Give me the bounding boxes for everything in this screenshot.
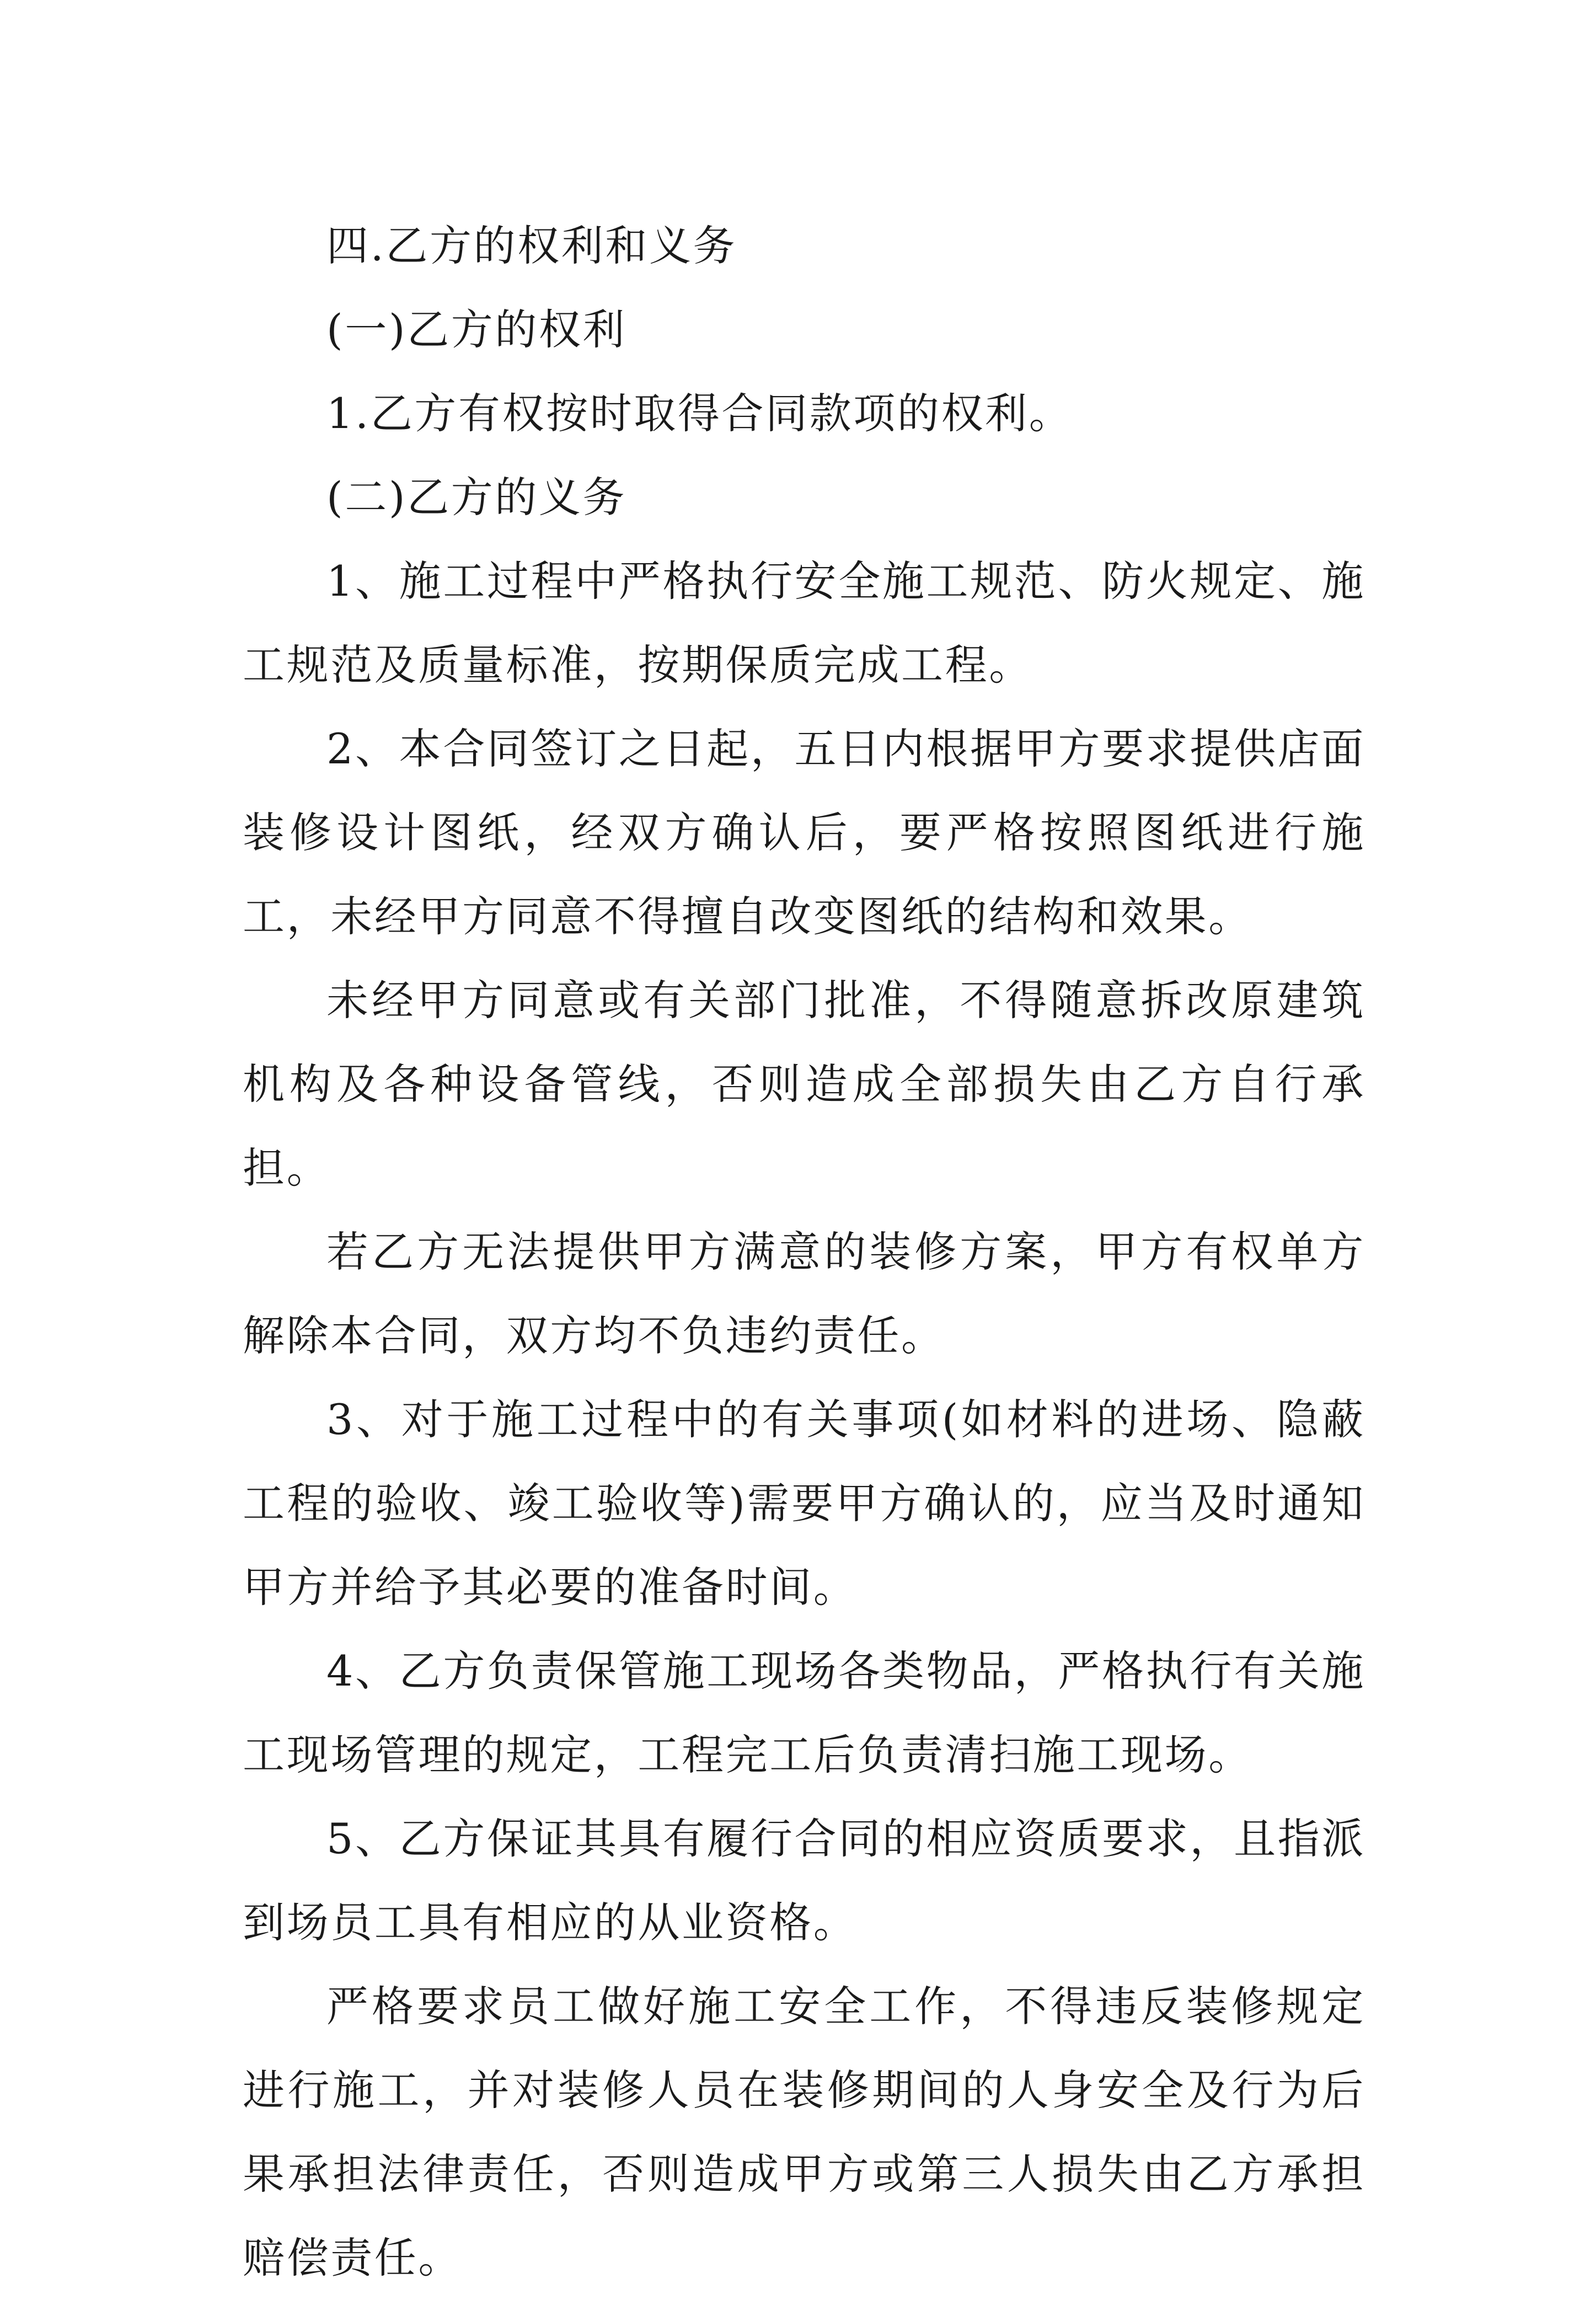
document-body (243, 204, 1365, 2300)
obligation-clause-5-note: 严格要求员工做好施工安全工作，不得违反装修规定进行施工，并对装修人员在装修期间的人身安全及行为后果承担法律责任，否则造成甲方或第三人损失由乙方承担赔偿责任。 (243, 1982, 1365, 2282)
rights-clause-1: 1.乙方有权按时取得合同款项的权利。 (326, 389, 1073, 438)
section-heading: 四.乙方的权利和义务 (326, 221, 737, 270)
subsection-heading-obligations: (二)乙方的义务 (326, 473, 627, 522)
obligation-clause-4: 4、乙方负责保管施工现场各类物品，严格执行有关施工现场管理的规定，工程完工后负责清扫施工现场。 (243, 1646, 1365, 1779)
obligation-clause-1: 1、施工过程中严格执行安全施工规范、防火规定、施工规范及质量标准，按期保质完成工程。 (243, 557, 1365, 689)
obligation-clause-5: 5、乙方保证其具有履行合同的相应资质要求，且指派到场员工具有相应的从业资格。 (243, 1814, 1365, 1947)
obligation-clause-2: 2、本合同签订之日起，五日内根据甲方要求提供店面装修设计图纸，经双方确认后，要严格按照图纸进行施工，未经甲方同意不得擅自改变图纸的结构和效果。 (243, 724, 1365, 941)
obligation-clause-2-note-b: 若乙方无法提供甲方满意的装修方案，甲方有权单方解除本合同，双方均不负违约责任。 (243, 1227, 1365, 1360)
obligation-clause-2-note-a: 未经甲方同意或有关部门批准，不得随意拆改原建筑机构及各种设备管线，否则造成全部损失由乙方自行承担。 (243, 976, 1365, 1192)
subsection-heading-rights: (一)乙方的权利 (326, 305, 627, 354)
obligation-clause-3: 3、对于施工过程中的有关事项(如材料的进场、隐蔽工程的验收、竣工验收等)需要甲方确认的，应当及时通知甲方并给予其必要的准备时间。 (243, 1395, 1365, 1612)
